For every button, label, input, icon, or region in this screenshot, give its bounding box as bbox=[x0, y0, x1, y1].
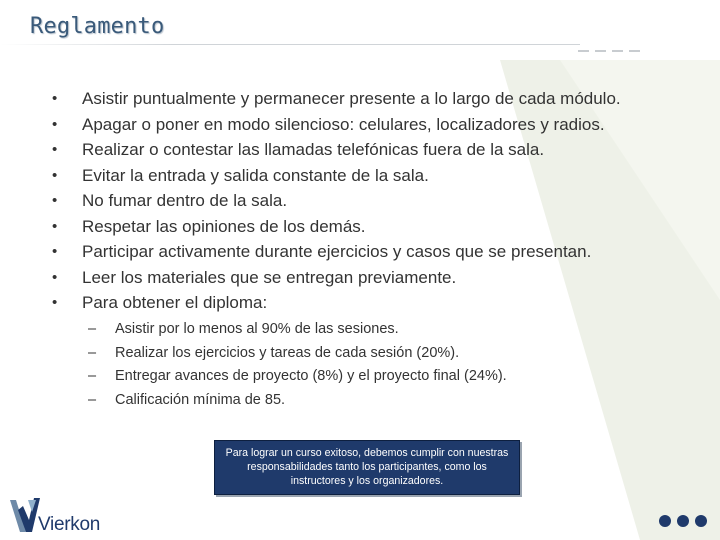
decorative-dots bbox=[659, 515, 707, 527]
rule-item: • No fumar dentro de la sala. bbox=[52, 188, 692, 214]
bullet-icon: • bbox=[52, 243, 58, 260]
dash-icon: – bbox=[88, 368, 97, 384]
rule-item: • Respetar las opiniones de los demás. bbox=[52, 214, 692, 240]
title-divider bbox=[0, 44, 580, 45]
bullet-icon: • bbox=[52, 141, 58, 158]
requirement-item: – Realizar los ejercicios y tareas de cada sesión (20%). bbox=[88, 342, 507, 366]
bullet-icon: • bbox=[52, 192, 58, 209]
dot-icon bbox=[677, 515, 689, 527]
bullet-icon: • bbox=[52, 268, 58, 286]
slide-title: Reglamento bbox=[30, 14, 165, 39]
rule-item: • Apagar o poner en modo silencioso: celulares, localizadores y radios. bbox=[52, 112, 692, 138]
bullet-icon: • bbox=[52, 90, 58, 107]
dash-icon: – bbox=[88, 321, 97, 337]
rule-item: • Evitar la entrada y salida constante de la sala. bbox=[52, 163, 692, 189]
rule-item: • Asistir puntualmente y permanecer presente a lo largo de cada módulo. bbox=[52, 86, 692, 112]
bullet-icon: • bbox=[52, 166, 58, 184]
rule-item: • Realizar o contestar las llamadas telefónicas fuera de la sala. bbox=[52, 137, 692, 163]
diploma-requirements-list bbox=[88, 318, 507, 412]
bullet-icon: • bbox=[52, 294, 58, 311]
rules-list bbox=[52, 86, 692, 316]
dash-icon: – bbox=[88, 344, 97, 361]
dot-icon bbox=[695, 515, 707, 527]
dot-icon bbox=[659, 515, 671, 527]
requirement-item: – Asistir por lo menos al 90% de las sesiones. bbox=[88, 318, 507, 342]
logo-wordmark: Vierkon bbox=[38, 514, 100, 535]
callout-box: Para lograr un curso exitoso, debemos cumplir con nuestras responsabilidades tanto los participantes, como los instructores y los organizadores. bbox=[214, 440, 520, 495]
bullet-icon: • bbox=[52, 217, 58, 235]
rule-item: • Leer los materiales que se entregan previamente. bbox=[52, 265, 692, 291]
rule-item: • Participar activamente durante ejercicios y casos que se presentan. bbox=[52, 239, 692, 265]
title-dash-decoration bbox=[578, 50, 640, 52]
bullet-icon: • bbox=[52, 115, 58, 133]
dash-icon: – bbox=[88, 391, 97, 408]
rule-item: • Para obtener el diploma: bbox=[52, 290, 692, 316]
requirement-item: – Entregar avances de proyecto (8%) y el proyecto final (24%). bbox=[88, 365, 507, 389]
requirement-item: – Calificación mínima de 85. bbox=[88, 389, 507, 413]
